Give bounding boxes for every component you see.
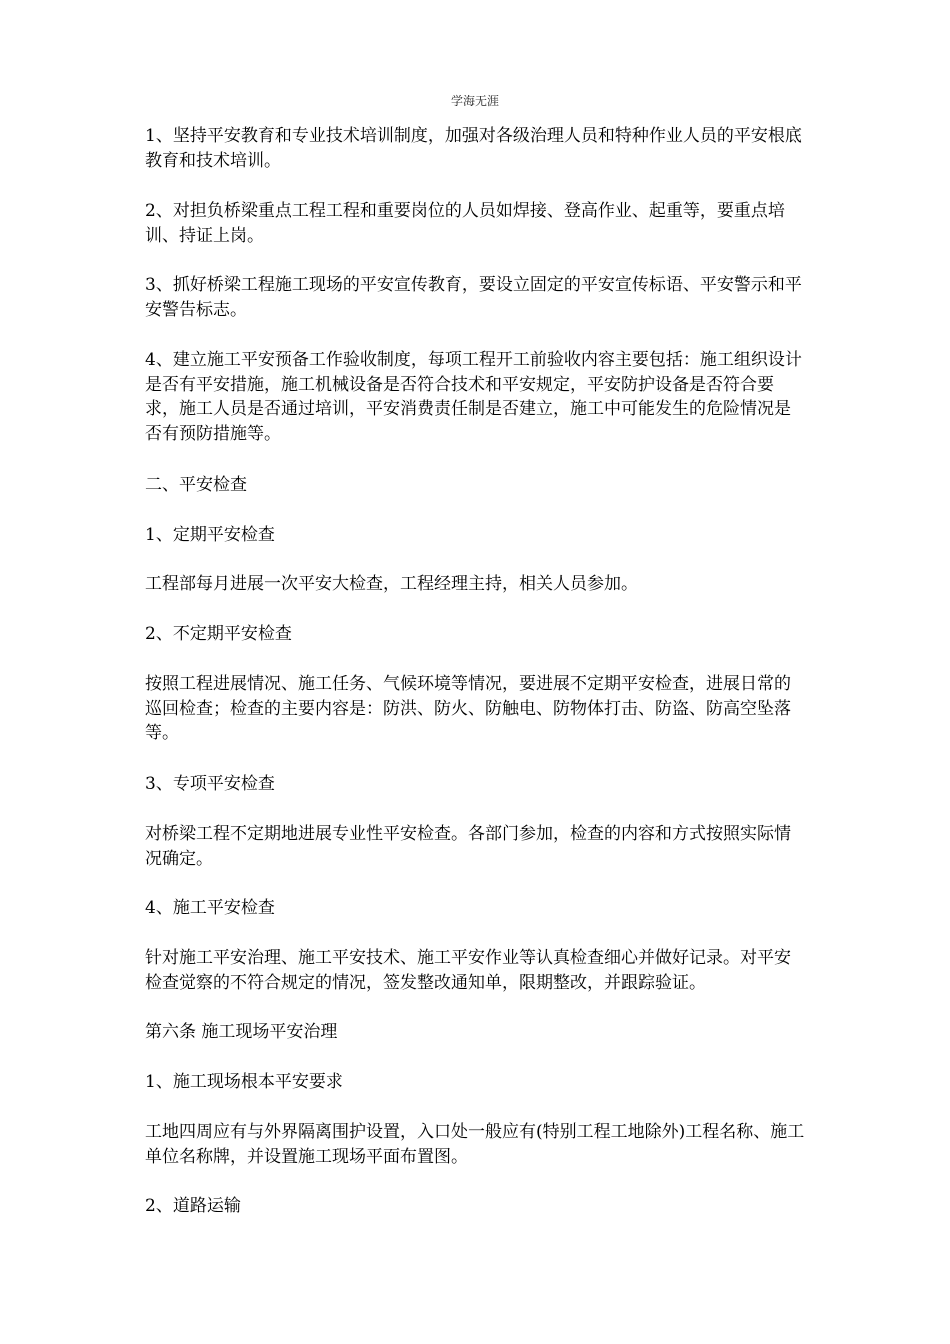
subheading-special-inspection: 3、专项平安检查 <box>145 774 275 794</box>
subheading-irregular-inspection: 2、不定期平安检查 <box>145 624 292 644</box>
paragraph-irregular-inspection: 按照工程进展情况、施工任务、气候环境等情况，要进展不定期平安检查，进展日常的巡回检查；检查的主要内容是：防洪、防火、防触电、防物体打击、防盗、防高空坠落等。 <box>145 674 791 743</box>
paragraph-key-personnel: 2、对担负桥梁重点工程工程和重要岗位的人员如焊接、登高作业、起重等，要重点培训、持证上岗。 <box>145 201 785 246</box>
paragraph-special-inspection: 对桥梁工程不定期地进展专业性平安检查。各部门参加，检查的内容和方式按照实际情况确定。 <box>145 824 791 869</box>
paragraph-monthly-inspection: 工程部每月进展一次平安大检查，工程经理主持，相关人员参加。 <box>145 574 638 594</box>
paragraph-site-enclosure: 工地四周应有与外界隔离围护设置，入口处一般应有(特别工程工地除外)工程名称、施工单位名称牌，并设置施工现场平面布置图。 <box>145 1122 805 1167</box>
page-header: 学海无涯 <box>450 94 499 108</box>
section-heading-article-six: 第六条 施工现场平安治理 <box>145 1022 338 1042</box>
paragraph-safety-publicity: 3、抓好桥梁工程施工现场的平安宣传教育，要设立固定的平安宣传标语、平安警示和平安警告标志。 <box>145 275 802 320</box>
subheading-regular-inspection: 1、定期平安检查 <box>145 525 275 545</box>
subheading-construction-inspection: 4、施工平安检查 <box>145 898 275 918</box>
paragraph-construction-inspection: 针对施工平安治理、施工平安技术、施工平安作业等认真检查细心并做好记录。对平安检查觉察的不符合规定的情况，签发整改通知单，限期整改，并跟踪验证。 <box>145 948 791 993</box>
section-heading-safety-inspection: 二、平安检查 <box>145 475 247 495</box>
paragraph-training-system: 1、坚持平安教育和专业技术培训制度，加强对各级治理人员和特种作业人员的平安根底教育和技术培训。 <box>145 126 802 171</box>
subheading-basic-requirements: 1、施工现场根本平安要求 <box>145 1072 343 1092</box>
subheading-road-transport: 2、道路运输 <box>145 1196 241 1216</box>
paragraph-acceptance-system: 4、建立施工平安预备工作验收制度，每项工程开工前验收内容主要包括：施工组织设计是否有平安措施，施工机械设备是否符合技术和平安规定，平安防护设备是否符合要求，施工人员是否通过培训，平安消费责任制是否建立，施工中可能发生的危险情况是否有预防措施等。 <box>145 350 802 444</box>
